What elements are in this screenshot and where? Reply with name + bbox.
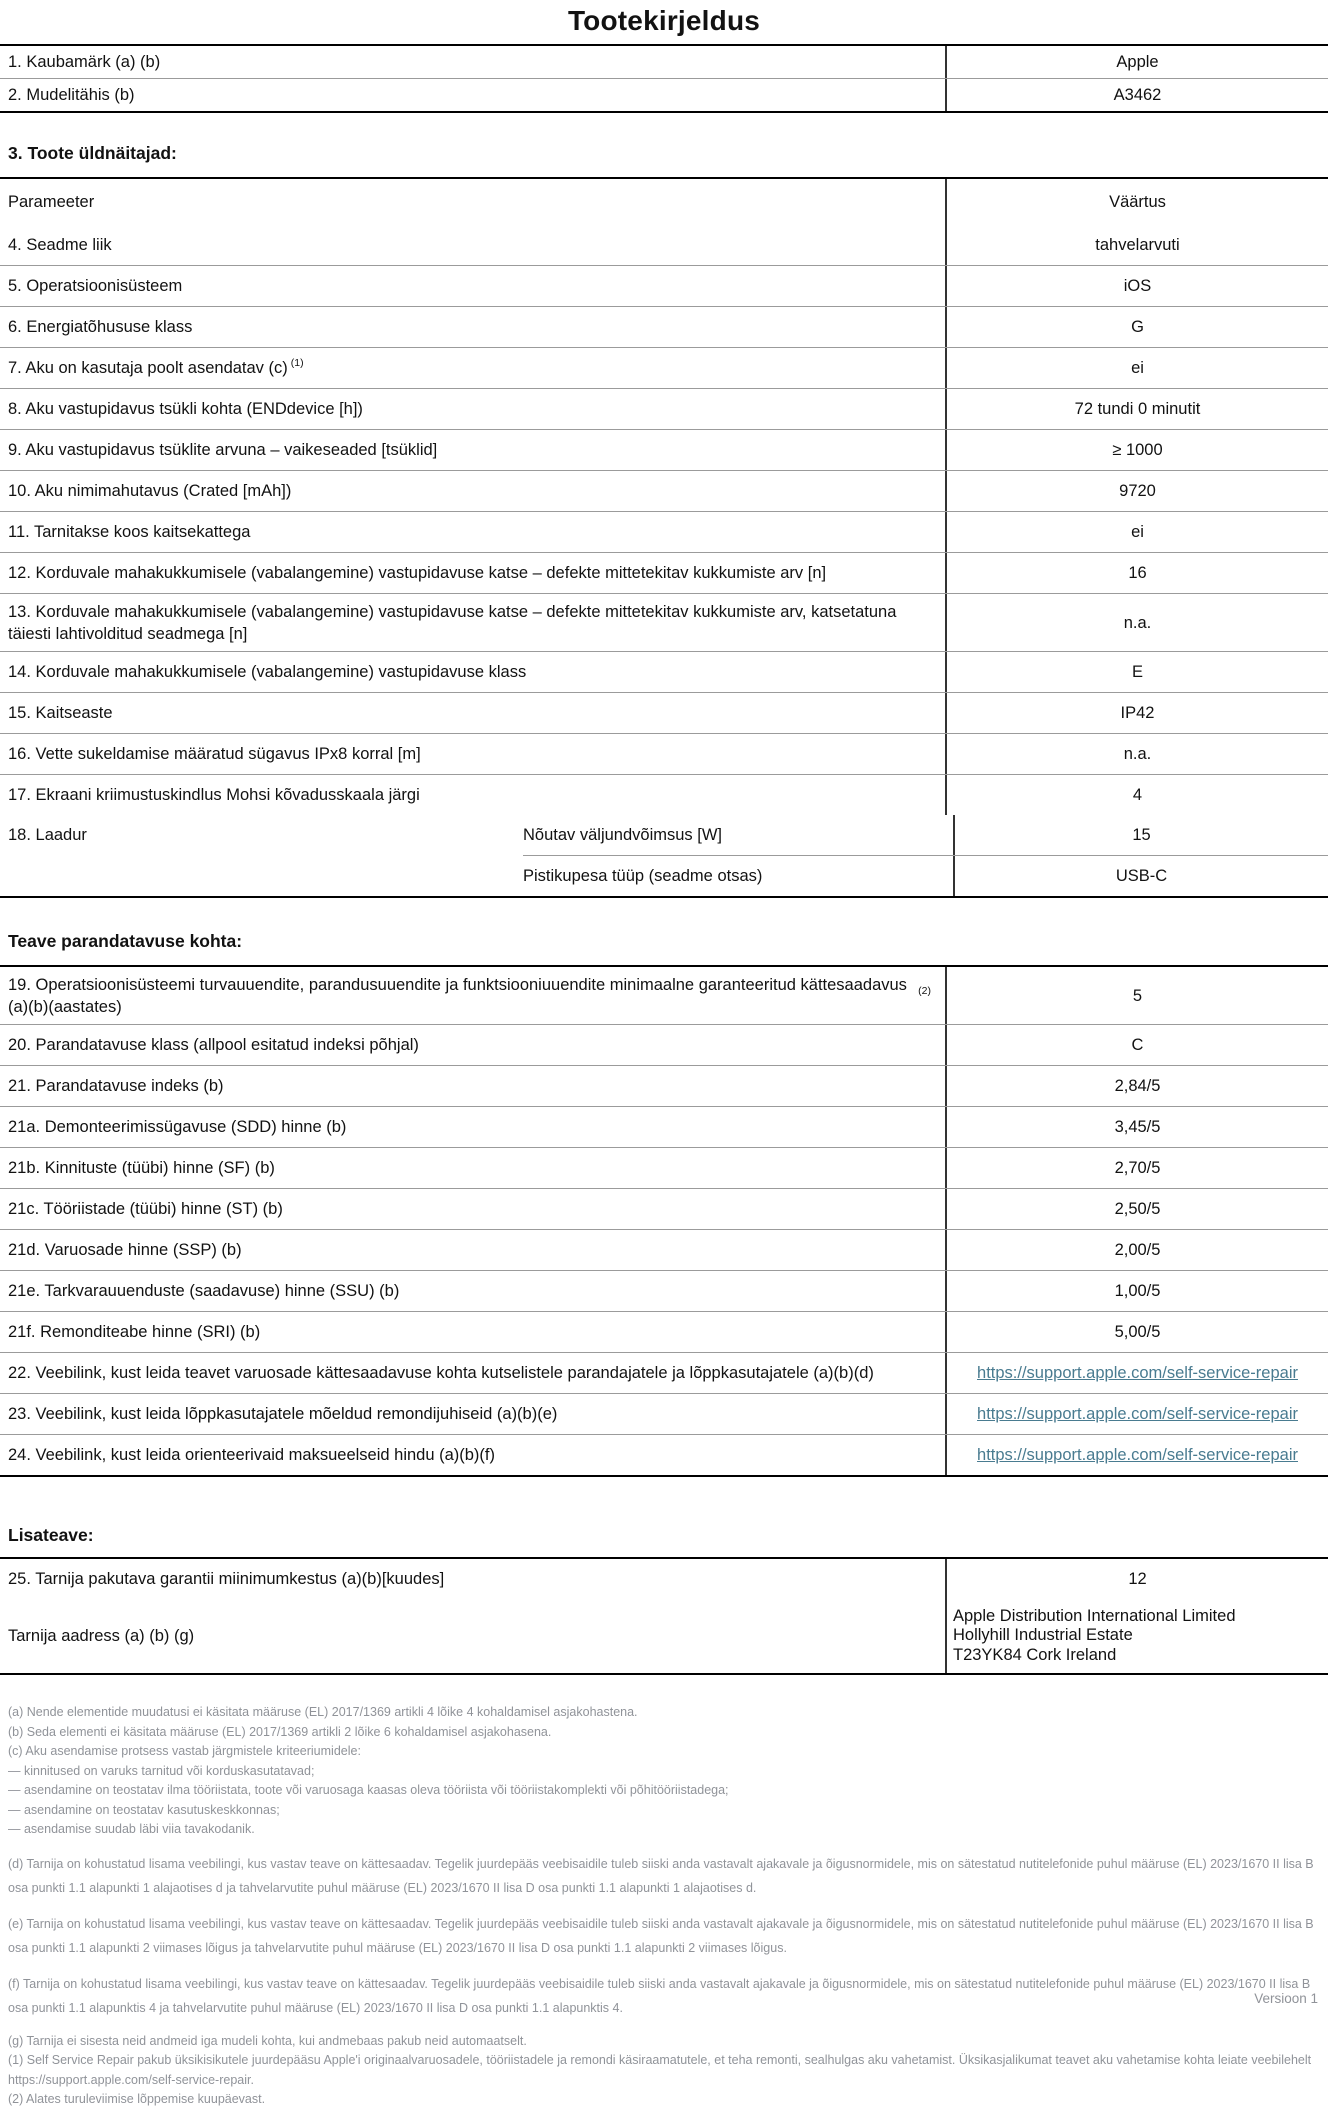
table-row-charger: [0, 815, 1328, 896]
table-row: [0, 552, 1328, 593]
row-value: 12: [945, 1559, 1328, 1599]
table-row: [0, 511, 1328, 552]
row-value: 1,00/5: [945, 1271, 1328, 1311]
row-label: [0, 553, 945, 593]
row-value: iOS: [945, 266, 1328, 306]
row-label: [0, 389, 945, 429]
table-row: [0, 470, 1328, 511]
additional-info-rows: [0, 1559, 1328, 1599]
row-label-text: 4. Seadme liik: [8, 236, 112, 254]
footnote: (2) Alates turuleviimise lõppemise kuupäevast.: [8, 2092, 266, 2106]
identification-table: [0, 44, 1328, 113]
table-row: [0, 78, 1328, 111]
table-row: [0, 651, 1328, 692]
row-label-text: 5. Operatsioonisüsteem: [8, 277, 183, 295]
row-label: [0, 266, 945, 306]
row-label: [0, 46, 945, 78]
table-row: [0, 1024, 1328, 1065]
support-link[interactable]: https://support.apple.com/self-service-repair: [977, 1364, 1298, 1382]
footnote: — asendamine on teostatav kasutuskeskkonnas;: [8, 1802, 280, 1817]
general-table: [0, 177, 1328, 898]
footnote: (b) Seda elementi ei käsitata määruse (EL) 2017/1369 artikli 2 lõike 6 kohaldamisel asjakohasena.: [8, 1724, 552, 1739]
row-label: [0, 1107, 945, 1147]
row-label: 18. Laadur: [8, 826, 87, 844]
row-label-text: 25. Tarnija pakutava garantii miinimumkestus (a)(b)[kuudes]: [8, 1570, 445, 1588]
row-label-text: 22. Veebilink, kust leida teavet varuosade kättesaadavuse kohta kutselistele parandajatele ja lõppkasutajatele (a)(b)(d): [8, 1364, 874, 1382]
table-row: [0, 1106, 1328, 1147]
row-label-text: 9. Aku vastupidavus tsüklite arvuna – vaikeseaded [tsüklid]: [8, 441, 438, 459]
row-label-text: 8. Aku vastupidavus tsükli kohta (ENDdevice [h]): [8, 400, 363, 418]
row-label-text: 21a. Demonteerimissügavuse (SDD) hinne (b): [8, 1118, 347, 1136]
footnote: (e) Tarnija on kohustatud lisama veebilingi, kus vastav teave on kättesaadav. Tegelik juurdepääs veebisaidile tuleb siiski anda vastavalt ajakavale ja õigusnormidele, mis on sätestatud nutitelefonide puhul määruse (EL) 2023/1670 II lisa B osa punkti 1.1 alapunkti 2 viimases lõigus ja tahvelarvutite puhul määruse (EL) 2023/1670 II lisa D osa punkti 1.1 alapunkti 2 viimases lõigus.: [8, 1916, 1314, 1955]
row-label: [0, 1559, 945, 1599]
row-label: [0, 1353, 945, 1393]
row-label-text: 1. Kaubamärk (a) (b): [8, 53, 161, 71]
row-value: 2,00/5: [945, 1230, 1328, 1270]
row-label: [0, 1189, 945, 1229]
row-label: [0, 1271, 945, 1311]
row-value: ei: [945, 348, 1328, 388]
support-link[interactable]: https://support.apple.com/self-service-repair: [977, 1446, 1298, 1464]
row-value: Apple: [945, 46, 1328, 78]
table-row: [0, 692, 1328, 733]
row-value: 3,45/5: [945, 1107, 1328, 1147]
row-label-text: 21f. Remonditeabe hinne (SRI) (b): [8, 1323, 261, 1341]
row-label: [0, 652, 945, 692]
row-value: 5: [945, 967, 1328, 1024]
footnote: (a) Nende elementide muudatusi ei käsitata määruse (EL) 2017/1369 artikli 4 lõike 4 kohaldamisel asjakohastena.: [8, 1705, 638, 1719]
table-row: [0, 225, 1328, 265]
row-label: [0, 1230, 945, 1270]
charger-subtable: [523, 815, 1328, 896]
row-label-text: 19. Operatsioonisüsteemi turvauuendite, parandusuuendite ja funktsiooniuuendite minimaalne garanteeritud kättesaadavus (a)(b)(aastates): [8, 975, 907, 1016]
row-value: 15: [953, 815, 1328, 855]
row-label: [0, 1148, 945, 1188]
row-label: [0, 307, 945, 347]
address-line: Hollyhill Industrial Estate: [953, 1626, 1133, 1645]
additional-info-table: [0, 1557, 1328, 1675]
table-row-supplier-address: [0, 1599, 1328, 1673]
row-value: ei: [945, 512, 1328, 552]
row-label: [0, 1025, 945, 1065]
table-row: [0, 46, 1328, 78]
footnote: — asendamine on teostatav ilma tööriistata, toote või varuosaga kaasas oleva tööriista või tööriistakomplekti või põhitööriistadega;: [8, 1783, 729, 1797]
table-row: [0, 347, 1328, 388]
row-label: [0, 775, 945, 815]
row-value: 5,00/5: [945, 1312, 1328, 1352]
row-label: [0, 79, 945, 111]
page-title: Tootekirjeldus: [567, 5, 761, 36]
row-label-text: 11. Tarnitakse koos kaitsekattega: [8, 523, 251, 541]
row-label-text: 15. Kaitseaste: [8, 704, 113, 722]
row-label-text: 21c. Tööriistade (tüübi) hinne (ST) (b): [8, 1200, 283, 1218]
table-header-row: [0, 179, 1328, 225]
table-row: [0, 429, 1328, 470]
table-row: [0, 1188, 1328, 1229]
row-label: [0, 430, 945, 470]
row-value: 2,50/5: [945, 1189, 1328, 1229]
row-label: [0, 1066, 945, 1106]
repairability-table: [0, 965, 1328, 1477]
table-row: [0, 1352, 1328, 1393]
row-label: [0, 512, 945, 552]
table-row: [0, 1147, 1328, 1188]
row-label: [0, 348, 945, 388]
footnote: (f) Tarnija on kohustatud lisama veebilingi, kus vastav teave on kättesaadav. Tegelik juurdepääs veebisaidile tuleb siiski anda vastavalt ajakavale ja õigusnormidele, mis on sätestatud nutitelefonide puhul määruse (EL) 2023/1670 II lisa B osa punkti 1.1 alapunktis 4 ja tahvelarvutite puhul määruse (EL) 2023/1670 II lisa D osa punkti 1.1 alapunktis 4.: [8, 1976, 1311, 2015]
row-value: 2,70/5: [945, 1148, 1328, 1188]
row-label-text: 21d. Varuosade hinne (SSP) (b): [8, 1241, 242, 1259]
footnote: (g) Tarnija ei sisesta neid andmeid iga mudeli kohta, kui andmebaas pakub neid automaatselt.: [8, 2033, 527, 2048]
version-label: Versioon 1: [1254, 1991, 1318, 2006]
row-label-text: 2. Mudelitähis (b): [8, 86, 135, 104]
table-row: [0, 1065, 1328, 1106]
footnote: (1) Self Service Repair pakub üksikisikutele juurdepääsu Apple'i originaalvaruosadele, tööriistadele ja remondi käsiraamatutele, et teha remonti, sealhulgas aku vahetamist. Üksikasjalikumat teavet aku vahetamise kohta leiate veebilehelt https://support.apple.com/self-service-repair.: [8, 2053, 1312, 2087]
row-value: tahvelarvuti: [945, 225, 1328, 265]
row-value: 9720: [945, 471, 1328, 511]
footnotes: [8, 1703, 1318, 2110]
footnote: (c) Aku asendamise protsess vastab järgmistele kriteeriumidele:: [8, 1744, 361, 1758]
row-value: IP42: [945, 693, 1328, 733]
row-label-text: 20. Parandatavuse klass (allpool esitatud indeksi põhjal): [8, 1036, 419, 1054]
row-value: 16: [945, 553, 1328, 593]
footnote-ref: (1): [290, 357, 304, 369]
row-value: n.a.: [945, 734, 1328, 774]
table-row: [0, 774, 1328, 815]
row-label: [0, 693, 945, 733]
row-label: [0, 967, 945, 1024]
footnote-ref: (2): [918, 984, 931, 997]
row-label-text: 6. Energiatõhususe klass: [8, 318, 193, 336]
row-label-text: 12. Korduvale mahakukkumisele (vabalangemine) vastupidavuse katse – defekte mittetekitav kukkumiste arv [n]: [8, 564, 827, 582]
row-label-text: 17. Ekraani kriimustuskindlus Mohsi kõvadusskaala järgi: [8, 786, 420, 804]
row-label-text: 10. Aku nimimahutavus (Crated [mAh]): [8, 482, 292, 500]
row-label-text: 13. Korduvale mahakukkumisele (vabalangemine) vastupidavuse katse – defekte mittetekitav kukkumiste arv, katsetatuna täiesti lahtivolditud seadmega [n]: [8, 602, 897, 643]
table-row: [0, 1229, 1328, 1270]
column-header-value: Väärtus: [945, 179, 1328, 225]
row-value: [945, 1435, 1328, 1475]
table-row: [0, 1559, 1328, 1599]
row-value: 2,84/5: [945, 1066, 1328, 1106]
row-label: Nõutav väljundvõimsus [W]: [523, 826, 722, 844]
section-heading-repair: Teave parandatavuse kohta:: [8, 931, 243, 951]
row-label-text: 21. Parandatavuse indeks (b): [8, 1077, 224, 1095]
section-heading-general: 3. Toote üldnäitajad:: [8, 143, 177, 163]
table-row: [0, 1434, 1328, 1475]
supplier-address: [945, 1599, 1328, 1673]
table-row: [0, 593, 1328, 651]
row-value: E: [945, 652, 1328, 692]
row-label-text: 14. Korduvale mahakukkumisele (vabalangemine) vastupidavuse klass: [8, 663, 527, 681]
row-label-text: 21e. Tarkvarauuenduste (saadavuse) hinne (SSU) (b): [8, 1282, 400, 1300]
row-value: G: [945, 307, 1328, 347]
charger-subrow: [523, 855, 1328, 896]
table-row: [0, 388, 1328, 429]
address-line: T23YK84 Cork Ireland: [953, 1645, 1117, 1664]
charger-subrow: [523, 815, 1328, 855]
general-rows: [0, 225, 1328, 815]
row-value: 4: [945, 775, 1328, 815]
row-value: C: [945, 1025, 1328, 1065]
row-label: [0, 1312, 945, 1352]
row-label-text: 21b. Kinnituste (tüübi) hinne (SF) (b): [8, 1159, 275, 1177]
row-value: 72 tundi 0 minutit: [945, 389, 1328, 429]
row-label: Tarnija aadress (a) (b) (g): [8, 1627, 195, 1645]
repairability-rows: [0, 967, 1328, 1475]
row-label: [0, 594, 945, 651]
table-row: [0, 1311, 1328, 1352]
row-label-text: 16. Vette sukeldamise määratud sügavus IPx8 korral [m]: [8, 745, 421, 763]
identification-rows: [0, 46, 1328, 111]
address-line: Apple Distribution International Limited: [953, 1606, 1236, 1625]
row-value: n.a.: [945, 594, 1328, 651]
row-value: A3462: [945, 79, 1328, 111]
footnote: — kinnitused on varuks tarnitud või korduskasutatavad;: [8, 1763, 315, 1778]
row-label: [0, 734, 945, 774]
table-row: [0, 1393, 1328, 1434]
row-label: [0, 1394, 945, 1434]
row-value: ≥ 1000: [945, 430, 1328, 470]
row-value: [945, 1394, 1328, 1434]
row-label: [0, 225, 945, 265]
row-label-text: 7. Aku on kasutaja poolt asendatav (c): [8, 359, 288, 377]
footnote: (d) Tarnija on kohustatud lisama veebilingi, kus vastav teave on kättesaadav. Tegelik juurdepääs veebisaidile tuleb siiski anda vastavalt ajakavale ja õigusnormidele, mis on sätestatud nutitelefonide puhul määruse (EL) 2023/1670 II lisa B osa punkti 1.1 alapunkti 1 alajaotises d ja tahvelarvutite puhul määruse (EL) 2023/1670 II lisa D osa punkti 1.1 alapunkti 1 alajaotises d.: [8, 1856, 1314, 1895]
row-label-text: 24. Veebilink, kust leida orienteerivaid maksueelseid hindu (a)(b)(f): [8, 1446, 495, 1464]
table-row: [0, 733, 1328, 774]
row-label-text: 23. Veebilink, kust leida lõppkasutajatele mõeldud remondijuhiseid (a)(b)(e): [8, 1405, 558, 1423]
row-value: USB-C: [953, 856, 1328, 896]
section-heading-extra: Lisateave:: [8, 1525, 94, 1545]
row-label: Pistikupesa tüüp (seadme otsas): [523, 867, 763, 885]
table-row: [0, 1270, 1328, 1311]
column-header-parameter: Parameeter: [8, 193, 95, 211]
row-value: [945, 1353, 1328, 1393]
row-label: [0, 1435, 945, 1475]
table-row: [0, 306, 1328, 347]
table-row: [0, 265, 1328, 306]
row-label: [0, 471, 945, 511]
table-row: [0, 967, 1328, 1024]
footnote: — asendamise suudab läbi viia tavakodanik.: [8, 1822, 255, 1836]
support-link[interactable]: https://support.apple.com/self-service-repair: [977, 1405, 1298, 1423]
